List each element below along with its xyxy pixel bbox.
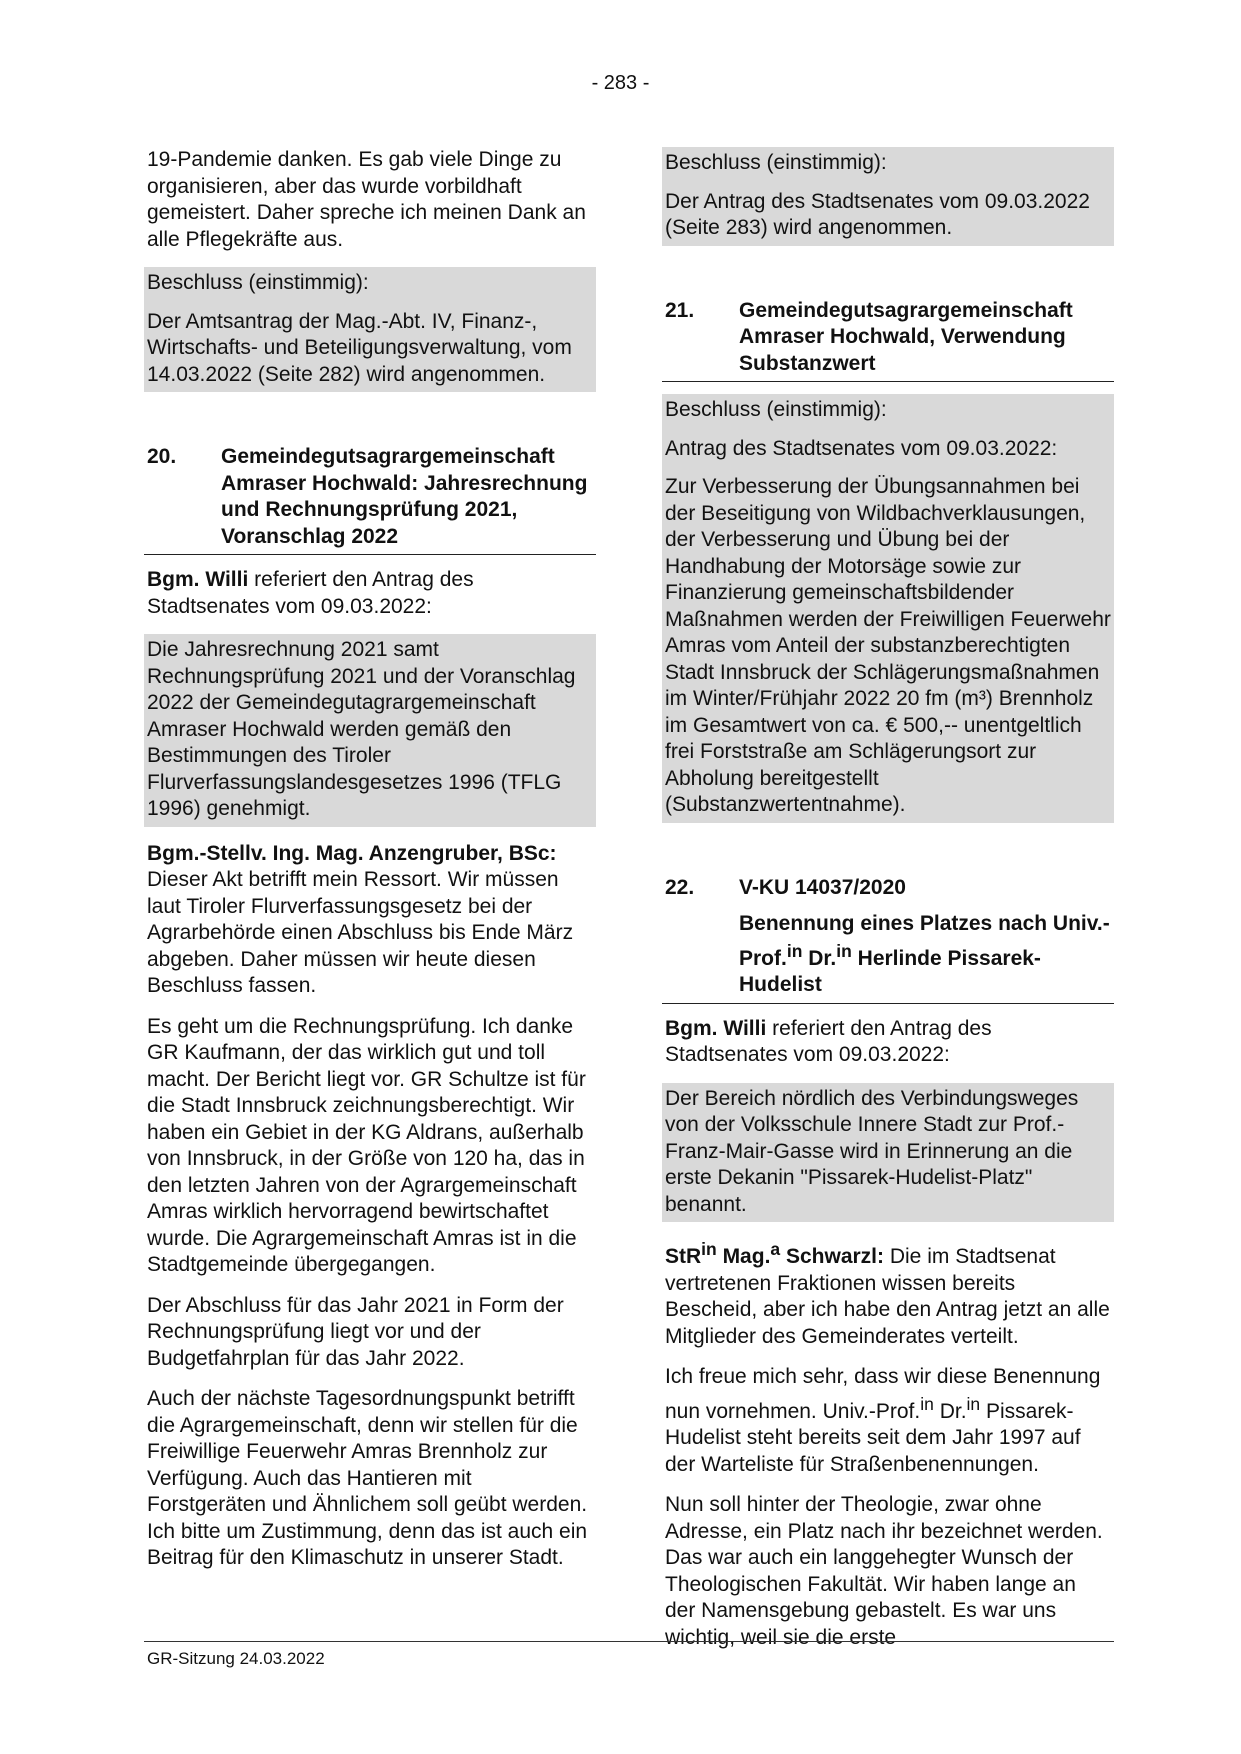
agenda-number: 21. [665,298,695,322]
beschluss-label: Beschluss (einstimmig): [665,398,887,421]
agenda-number: 20. [147,445,177,468]
speaker-name: Bgm. Willi [665,1016,767,1040]
agenda-number: 22. [665,875,695,899]
body-paragraph: Auch der nächste Tagesordnungspunkt betrifft die Agrargemeinschaft, denn wir stellen für die Freiwillige Feuerwehr Amras Brennholz zur Verfügung. Auch das Hantieren mit Forstgeräten und Ähnlichem soll geübt werden. Ich bitte um Zustimmung, denn das ist auch ein Beitrag für den Klimaschutz in unserer Stadt. [147,1387,588,1569]
speaker-name: Bgm.-Stellv. Ing. Mag. Anzengruber, BSc: [147,841,557,865]
agenda-title: Gemeindegutsagrargemeinschaft Amraser Hochwald, Verwendung Substanzwert [739,298,1073,375]
footer-session-date: GR-Sitzung 24.03.2022 [147,1649,325,1668]
agenda-item-22 [662,875,1114,1004]
beschluss-text: Der Antrag des Stadtsenates vom 09.03.2022 (Seite 283) wird angenommen. [665,189,1090,239]
body-paragraph: Der Abschluss für das Jahr 2021 in Form der Rechnungsprüfung liegt vor und der Budgetfahrplan für das Jahr 2022. [147,1293,564,1370]
speaker-paragraph: Bgm. Willi referiert den Antrag des Stadtsenates vom 09.03.2022: [147,568,474,618]
page-number: - 283 - [591,72,650,94]
beschluss-box [662,147,1114,246]
speaker-paragraph: StR$^{in}$ Mag.$^a$ Schwarzl: Die im Stadtsenat vertretenen Fraktionen wissen bereits Bescheid, aber ich habe den Antrag jetzt an alle Mitglieder des Gemeinderates verteilt. [665,1239,1110,1348]
speaker-name: StR$^{in}$ Mag.$^a$ Schwarzl: [665,1239,885,1268]
footer-divider [144,1641,1114,1642]
speaker-name: Bgm. Willi [147,568,249,591]
intro-paragraph: 19-Pandemie danken. Es gab viele Dinge zu organisieren, aber das wurde vorbildhaft gemeistert. Daher spreche ich meinen Dank an alle Pflegekräfte aus. [147,148,586,251]
body-paragraph: Nun soll hinter der Theologie, zwar ohne Adresse, ein Platz nach ihr bezeichnet werden. Das war auch ein langgehegter Wunsch der Theologischen Fakultät. Wir haben lange an der Namensgebung gebastelt. Es war uns wichtig, weil sie die erste [665,1493,1103,1649]
speaker-paragraph: Bgm. Willi referiert den Antrag des Stadtsenates vom 09.03.2022: [665,1016,992,1066]
antrag-box [144,634,596,827]
speaker-paragraph: Bgm.-Stellv. Ing. Mag. Anzengruber, BSc: Dieser Akt betrifft mein Ressort. Wir müssen laut Tiroler Flurverfassungsgesetz bei der Agrarbehörde einen Abschluss bis Ende März abgeben. Daher müssen wir heute diesen Beschluss fassen. [147,841,574,997]
antrag-text: Der Bereich nördlich des Verbindungsweges von der Volksschule Innere Stadt zur Prof.-Franz-Mair-Gasse wird in Erinnerung an die erste Dekanin "Pissarek-Hudelist-Platz" benannt. [665,1086,1079,1216]
antrag-label: Antrag des Stadtsenates vom 09.03.2022: [665,436,1058,460]
beschluss-box [662,394,1114,823]
body-paragraph: Ich freue mich sehr, dass wir diese Benennung nun vornehmen. Univ.-Prof.$^{in}$ Dr.$^{in}$ Pissarek-Hudelist steht bereits seit dem Jahr 1997 auf der Warteliste für Straßenbenennungen. [665,1365,1101,1476]
agenda-title: Gemeindegutsagrargemeinschaft Amraser Hochwald: Jahresrechnung und Rechnungsprüfung 2021, Voranschlag 2022 [221,445,588,548]
left-column [144,147,596,1586]
beschluss-label: Beschluss (einstimmig): [665,151,887,174]
right-column [662,147,1114,1665]
agenda-subtitle: Benennung eines Platzes nach Univ.-Prof.$^{in}$ Dr.$^{in}$ Herlinde Pissarek-Hudelist [739,912,1110,996]
agenda-title: V-KU 14037/2020 [739,875,906,899]
beschluss-text: Der Amtsantrag der Mag.-Abt. IV, Finanz-, Wirtschafts- und Beteiligungsverwaltung, vom 14.03.2022 (Seite 282) wird angenommen. [147,309,572,386]
beschluss-box [144,267,596,392]
antrag-text: Zur Verbesserung der Übungsannahmen bei der Beseitigung von Wildbachverklausungen, der Verbesserung und Übung bei der Handhabung der Motorsäge sowie zur Finanzierung gemeinschaftsbildender Maßnahmen werden der Freiwilligen Feuerwehr Amras vom Anteil der substanzberechtigten Stadt Innsbruck der Schlägerungsmaßnahmen im Winter/Frühjahr 2022 20 fm (m³) Brennholz im Gesamtwert von ca. € 500,-- unentgeltlich frei Forststraße am Schlägerungsort zur Abholung bereitgestellt (Substanzwertentnahme). [665,475,1111,816]
agenda-item-21 [662,298,1114,383]
antrag-box [662,1083,1114,1223]
body-paragraph: Es geht um die Rechnungsprüfung. Ich danke GR Kaufmann, der das wirklich gut und toll macht. Der Bericht liegt vor. GR Schultze ist für die Stadt Innsbruck zeichnungsberechtigt. Wir haben ein Gebiet in der KG Aldrans, außerhalb von Innsbruck, in der Größe von 120 ha, das in den letzten Jahren von der Agrargemeinschaft Amras wirklich hervorragend bewirtschaftet wurde. Die Agrargemeinschaft Amras ist in die Stadtgemeinde übergegangen. [147,1014,586,1276]
agenda-item-20 [144,444,596,555]
beschluss-label: Beschluss (einstimmig): [147,271,369,294]
antrag-text: Die Jahresrechnung 2021 samt Rechnungsprüfung 2021 und der Voranschlag 2022 der Gemeindegutagrargemeinschaft Amraser Hochwald werden gemäß den Bestimmungen des Tiroler Flurverfassungslandesgesetzes 1996 (TFLG 1996) genehmigt. [147,638,576,820]
